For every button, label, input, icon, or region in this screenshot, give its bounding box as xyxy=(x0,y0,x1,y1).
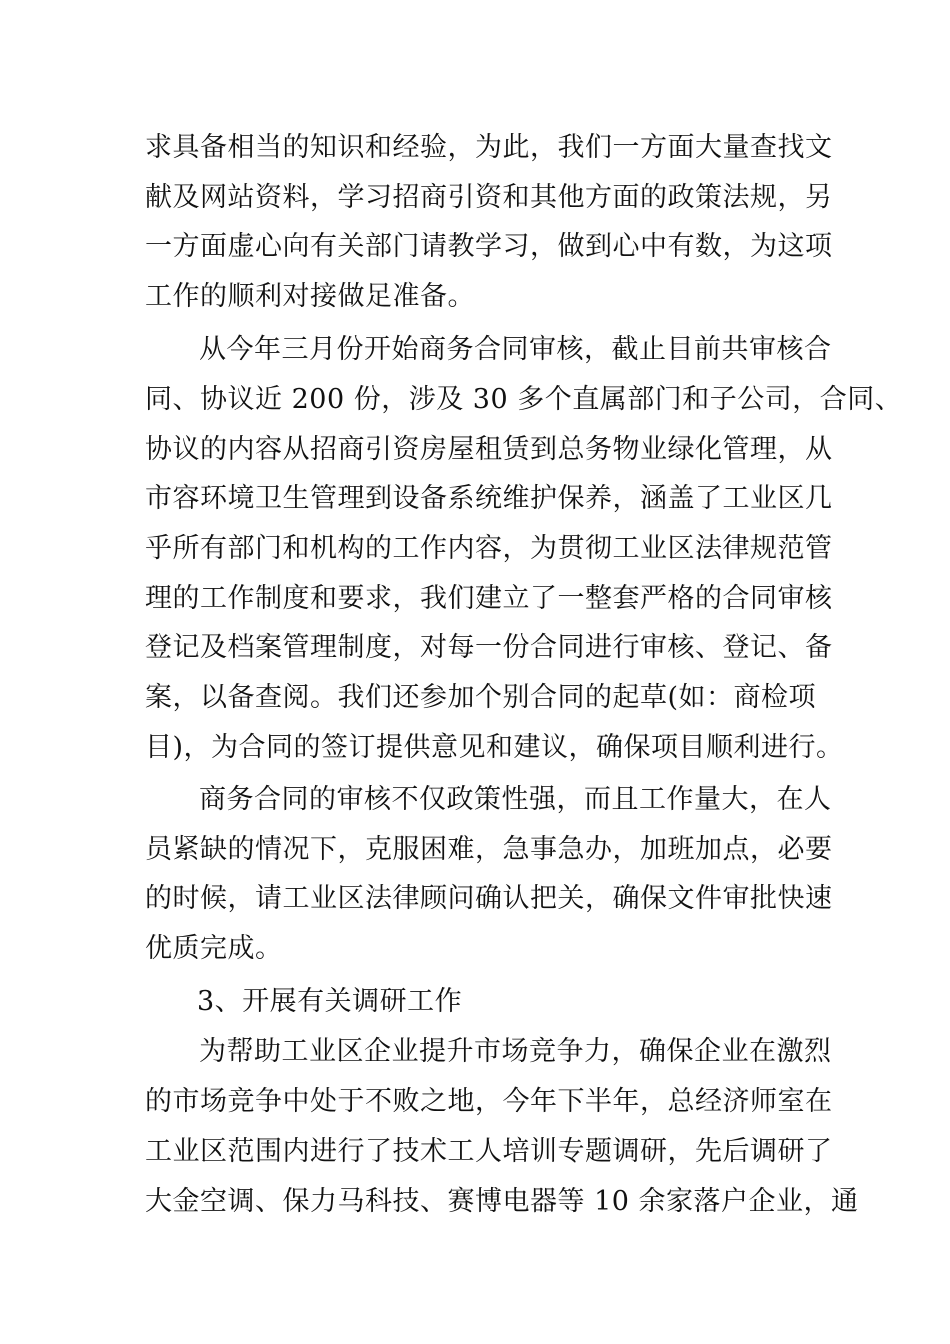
text-line-16: 的时候，请工业区法律顾问确认把关，确保文件审批快速 xyxy=(145,883,833,914)
text-line-21: 工业区范围内进行了技术工人培训专题调研，先后调研了 xyxy=(145,1136,833,1167)
text-line-3: 一方面虚心向有关部门请教学习，做到心中有数，为这项 xyxy=(145,231,833,262)
text-line-10: 理的工作制度和要求，我们建立了一整套严格的合同审核 xyxy=(145,583,833,614)
text-line-7: 协议的内容从招商引资房屋租赁到总务物业绿化管理，从 xyxy=(145,434,833,465)
text-line-5: 从今年三月份开始商务合同审核，截止目前共审核合 xyxy=(199,334,832,365)
text-line-19: 为帮助工业区企业提升市场竞争力，确保企业在激烈 xyxy=(199,1036,832,1067)
text-line-2: 献及网站资料，学习招商引资和其他方面的政策法规，另 xyxy=(145,182,833,213)
text-line-17: 优质完成。 xyxy=(145,933,283,964)
text-line-6: 同、协议近 200 份，涉及 30 多个直属部门和子公司，合同、 xyxy=(145,384,903,415)
text-line-11: 登记及档案管理制度，对每一份合同进行审核、登记、备 xyxy=(145,632,833,663)
text-line-20: 的市场竞争中处于不败之地，今年下半年，总经济师室在 xyxy=(145,1086,833,1117)
section-heading: 3、开展有关调研工作 xyxy=(197,986,463,1017)
text-line-4: 工作的顺利对接做足准备。 xyxy=(145,281,475,312)
text-line-8: 市容环境卫生管理到设备系统维护保养，涵盖了工业区几 xyxy=(145,483,833,514)
text-line-1: 求具备相当的知识和经验，为此，我们一方面大量查找文 xyxy=(145,132,833,163)
text-line-14: 商务合同的审核不仅政策性强，而且工作量大，在人 xyxy=(199,784,832,815)
text-line-12: 案，以备查阅。我们还参加个别合同的起草(如：商检项 xyxy=(145,682,817,713)
text-line-22: 大金空调、保力马科技、赛博电器等 10 余家落户企业，通 xyxy=(145,1186,859,1217)
text-line-9: 乎所有部门和机构的工作内容，为贯彻工业区法律规范管 xyxy=(145,533,833,564)
text-line-15: 员紧缺的情况下，克服困难，急事急办，加班加点，必要 xyxy=(145,834,833,865)
text-line-13: 目)，为合同的签订提供意见和建议，确保项目顺利进行。 xyxy=(145,732,844,763)
